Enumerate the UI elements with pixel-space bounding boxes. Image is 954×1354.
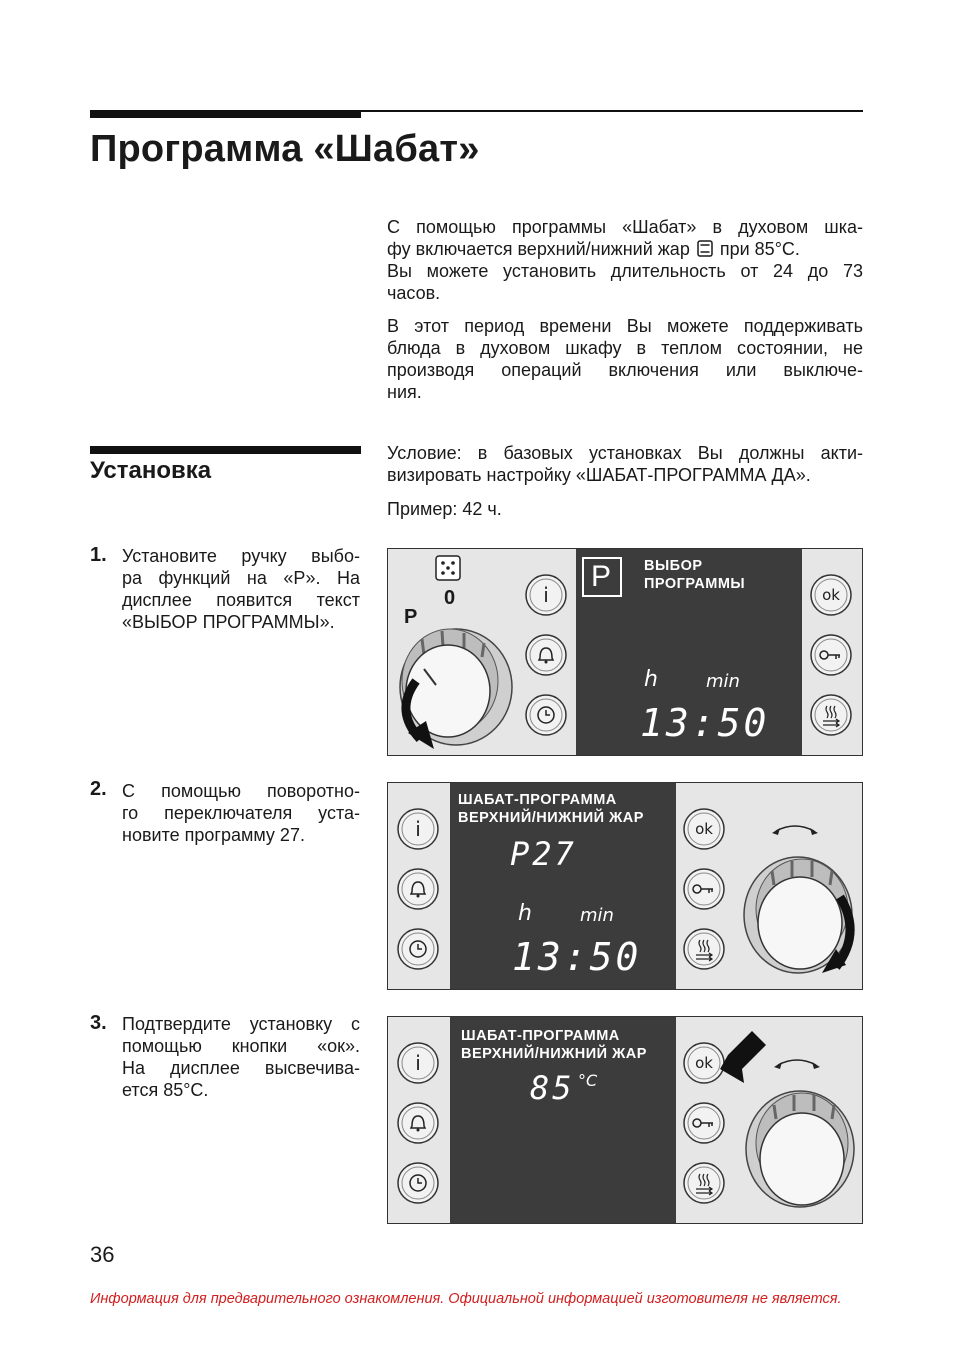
control-panel-1 [387, 548, 863, 756]
display-screen [450, 783, 676, 990]
step-line: го переключателя уста- [122, 803, 360, 823]
ok-label: ok [695, 1054, 713, 1072]
rotate-hint-icon [770, 819, 820, 839]
intro-line: ния. [387, 382, 422, 402]
program-symbol: P [591, 560, 612, 593]
intro-line: В этот период времени Вы можете поддерживать [387, 316, 863, 336]
lock-button[interactable] [682, 1101, 726, 1145]
ok-button[interactable] [809, 573, 853, 617]
display-text-line-2: ВЕРХНИЙ/НИЖНИЙ ЖАР [458, 810, 644, 826]
ok-button[interactable] [682, 807, 726, 851]
intro-line [387, 238, 863, 260]
rotary-selector-knob[interactable] [740, 841, 863, 989]
knob-label-p: P [404, 606, 418, 628]
intro-line: производя операций включения или выключе- [387, 360, 863, 380]
step-text [122, 545, 360, 633]
step-text [122, 780, 360, 846]
rapid-heat-button[interactable] [682, 1161, 726, 1205]
step-line: ра функций на «P». На [122, 568, 360, 588]
display-text-line-1: ШАБАТ-ПРОГРАММА [461, 1028, 620, 1044]
temperature-readout: 85 [530, 1069, 575, 1107]
time-readout: 13:50 [512, 935, 642, 979]
intro-line: блюда в духовом шкафу в теплом состоянии, не [387, 338, 863, 358]
display-screen [450, 1017, 676, 1224]
step-line: Установите ручку выбо- [122, 546, 360, 566]
step-line: «ВЫБОР ПРОГРАММЫ». [122, 612, 335, 632]
info-button[interactable] [396, 1041, 440, 1085]
key-icon [809, 633, 853, 677]
knob-label-zero: 0 [444, 587, 456, 609]
step-number: 3. [90, 1012, 107, 1034]
title-rule-thin [361, 110, 863, 112]
condition-line: Условие: в базовых установках Вы должны акти- [387, 443, 863, 463]
clock-button[interactable] [396, 1161, 440, 1205]
bell-icon [524, 633, 568, 677]
info-button[interactable] [396, 807, 440, 851]
intro-line: С помощью программы «Шабат» в духовом шка- [387, 217, 863, 237]
time-readout: 13:50 [640, 701, 770, 745]
step-number: 2. [90, 778, 107, 800]
ok-label: ok [822, 586, 840, 604]
temperature-unit: °C [578, 1071, 598, 1090]
condition-line: визировать настройку «ШАБАТ-ПРОГРАММА ДА». [387, 465, 811, 485]
rapid-heat-arrows-icon [682, 1161, 726, 1205]
clock-button[interactable] [524, 693, 568, 737]
step-text [122, 1013, 360, 1101]
step-line: Подтвердите установку с [122, 1014, 360, 1034]
hours-unit: h [518, 901, 532, 926]
top-bottom-heat-icon [697, 240, 713, 257]
ok-label: ok [695, 820, 713, 838]
rapid-heat-arrows-icon [682, 927, 726, 971]
clock-icon [396, 1161, 440, 1205]
hours-unit: h [644, 667, 658, 692]
clock-icon [524, 693, 568, 737]
title-rule-thick [90, 110, 361, 118]
info-label: i [415, 1051, 421, 1075]
rapid-heat-arrows-icon [809, 693, 853, 737]
display-text-line-2: ВЕРХНИЙ/НИЖНИЙ ЖАР [461, 1046, 647, 1062]
rotary-selector-knob[interactable] [742, 1079, 860, 1219]
step-number: 1. [90, 544, 107, 566]
program-symbol-box [582, 557, 622, 597]
clock-icon [396, 927, 440, 971]
info-label: i [543, 583, 549, 607]
display-text-line-2: ПРОГРАММЫ [644, 576, 746, 592]
page-title: Программа «Шабат» [90, 128, 480, 170]
info-button[interactable] [524, 573, 568, 617]
step-line: ется 85°C. [122, 1080, 209, 1100]
program-code-readout: P27 [510, 835, 577, 873]
press-arrow-icon [714, 1025, 768, 1085]
bell-icon [396, 867, 440, 911]
key-icon [682, 1101, 726, 1145]
lock-button[interactable] [682, 867, 726, 911]
intro-line: часов. [387, 283, 441, 303]
intro-line: Вы можете установить длительность от 24 до 73 [387, 261, 863, 281]
control-panel-3 [387, 1016, 863, 1224]
step-line: помощью кнопки «ок». [122, 1036, 360, 1056]
step-line: На дисплее высвечива- [122, 1058, 360, 1078]
lock-button[interactable] [809, 633, 853, 677]
minutes-unit: min [706, 671, 740, 692]
intro-paragraph-2 [387, 315, 863, 403]
section-rule [90, 446, 361, 454]
alarm-button[interactable] [396, 867, 440, 911]
control-panel-2 [387, 782, 863, 990]
rapid-heat-button[interactable] [809, 693, 853, 737]
bell-icon [396, 1101, 440, 1145]
rotate-hint-icon [772, 1053, 822, 1073]
rapid-heat-icon [434, 554, 462, 582]
section-heading: Установка [90, 457, 212, 484]
display-text-line-1: ШАБАТ-ПРОГРАММА [458, 792, 617, 808]
key-icon [682, 867, 726, 911]
disclaimer-footer: Информация для предварительного ознакомления. Официальной информацией изготовителя не является. [90, 1291, 842, 1307]
minutes-unit: min [580, 905, 614, 926]
step-line: новите программу 27. [122, 825, 305, 845]
page-number: 36 [90, 1242, 115, 1267]
intro-line-part: при 85°C. [719, 239, 800, 259]
step-line: дисплее появится текст [122, 590, 360, 610]
info-label: i [415, 817, 421, 841]
example-text: Пример: 42 ч. [387, 499, 502, 519]
condition-paragraph [387, 442, 863, 486]
intro-paragraph-1 [387, 216, 863, 304]
rapid-heat-button[interactable] [682, 927, 726, 971]
alarm-button[interactable] [396, 1101, 440, 1145]
function-selector-knob[interactable] [394, 611, 514, 751]
clock-button[interactable] [396, 927, 440, 971]
step-line: С помощью поворотно- [122, 781, 360, 801]
display-text-line-1: ВЫБОР [644, 558, 703, 574]
intro-line-part: фу включается верхний/нижний жар [387, 239, 690, 259]
display-screen [576, 549, 802, 756]
alarm-button[interactable] [524, 633, 568, 677]
